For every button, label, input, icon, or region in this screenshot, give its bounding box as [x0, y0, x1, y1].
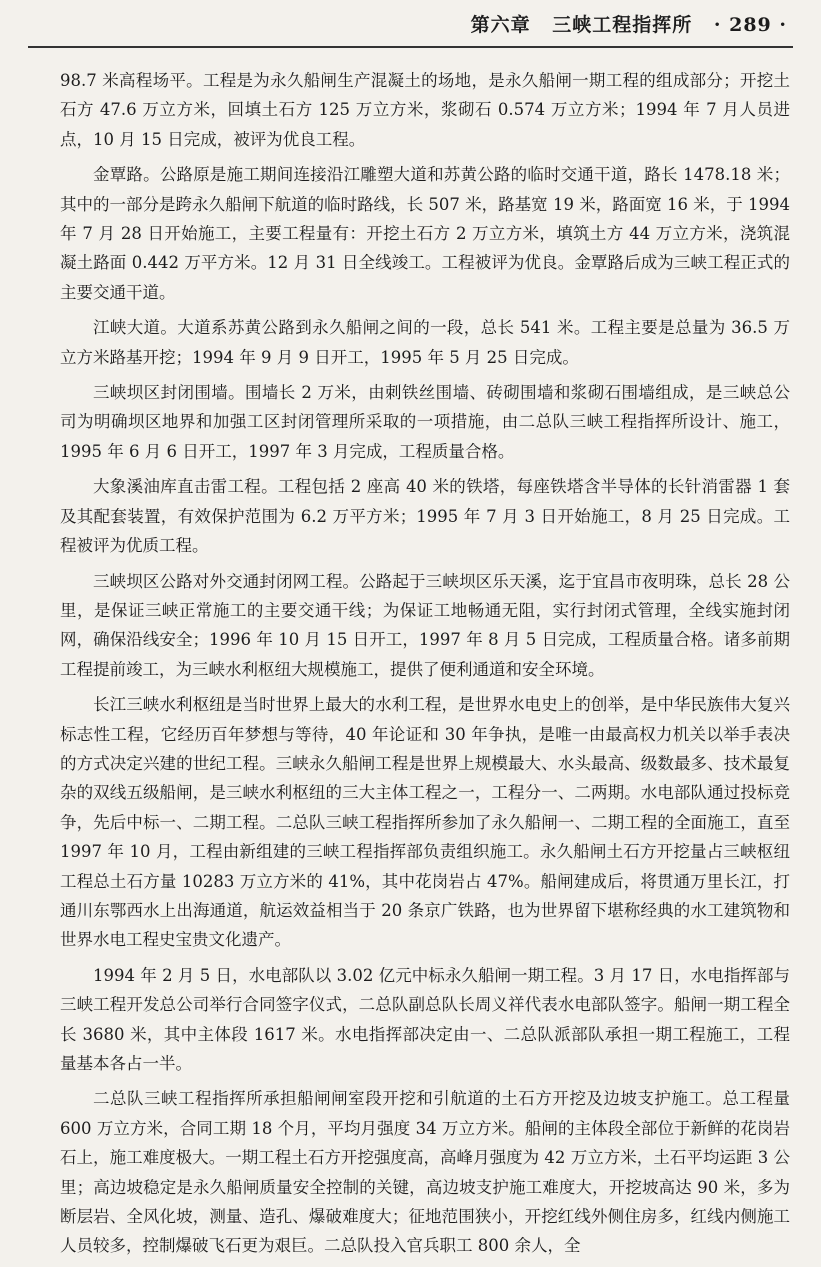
paragraph: 江峡大道。大道系苏黄公路到永久船闸之间的一段，总长 541 米。工程主要是总量为 36.5 万立方米路基开挖；1994 年 9 月 9 日开工，1995 年 5 月 25 日完成。	[60, 318, 790, 367]
paragraph: 金覃路。公路原是施工期间连接沿江雕塑大道和苏黄公路的临时交通干道，路长 1478.18 米；其中的一部分是跨永久船闸下航道的临时路线，长 507 米，路基宽 19 米，路面宽 16 米，于 1994 年 7 月 28 日开始施工，主要工程量有：开挖土石方 2 万立方米，填筑土方 44 万立方米，浇筑混凝土路面 0.442 万平方米。12 月 31 日全线竣工。工程被评为优良。金覃路后成为三峡工程正式的主要交通干道。	[60, 165, 790, 302]
paragraph: 1994 年 2 月 5 日，水电部队以 3.02 亿元中标永久船闸一期工程。3 月 17 日，水电指挥部与三峡工程开发总公司举行合同签字仪式，二总队副总队长周义祥代表水电部队签字。船闸一期工程全长 3680 米，其中主体段 1617 米。水电指挥部决定由一、二总队派部队承担一期工程施工，工程量基本各占一半。	[60, 965, 790, 1073]
paragraph: 二总队三峡工程指挥所承担船闸闸室段开挖和引航道的土石方开挖及边坡支护施工。总工程量 600 万立方米，合同工期 18 个月，平均月强度 34 万立方米。船闸的主体段全部位于新鲜的花岗岩石上，施工难度极大。一期工程土石方开挖强度高，高峰月强度为 42 万立方米，土石平均运距 3 公里；高边坡稳定是永久船闸质量安全控制的关键，高边坡支护施工难度大，开挖坡高达 90 米，多为断层岩、全风化坡，测量、造孔、爆破难度大；征地范围狭小，开挖红线外侧住房多，红线内侧施工人员较多，控制爆破飞石更为艰巨。二总队投入官兵职工 800 余人，全	[60, 1089, 790, 1256]
paragraph: 98.7 米高程场平。工程是为永久船闸生产混凝土的场地，是永久船闸一期工程的组成部分；开挖土石方 47.6 万立方米，回填土石方 125 万立方米，浆砌石 0.574 万立方米；1994 年 7 月人员进点，10 月 15 日完成，被评为优良工程。	[60, 71, 790, 149]
chapter-title: 三峡工程指挥所	[552, 14, 693, 36]
header-divider	[28, 46, 793, 48]
chapter-label: 第六章	[470, 14, 531, 36]
paragraph: 三峡坝区公路对外交通封闭网工程。公路起于三峡坝区乐天溪，迄于宜昌市夜明珠，总长 28 公里，是保证三峡正常施工的主要交通干线；为保证工地畅通无阻，实行封闭式管理，全线实施封闭网，确保沿线安全；1996 年 10 月 15 日开工，1997 年 8 月 5 日完成，工程质量合格。诸多前期工程提前竣工，为三峡水利枢纽大规模施工，提供了便利通道和安全环境。	[60, 571, 790, 679]
paragraph: 长江三峡水利枢纽是当时世界上最大的水利工程，是世界水电史上的创举，是中华民族伟大复兴标志性工程，它经历百年梦想与等待，40 年论证和 30 年争执，是唯一由最高权力机关以举手表决的方式决定兴建的世纪工程。三峡永久船闸工程是世界上规模最大、水头最高、级数最多、技术最复杂的双线五级船闸，是三峡水利枢纽的三大主体工程之一，工程分一、二两期。水电部队通过投标竞争，先后中标一、二期工程。二总队三峡工程指挥所参加了永久船闸一、二期工程的全面施工，直至 1997 年 10 月，工程由新组建的三峡工程指挥部负责组织施工。永久船闸土石方开挖量占三峡枢纽工程总土石方量 10283 万立方米的 41%，其中花岗岩占 47%。船闸建成后，将贯通万里长江，打通川东鄂西水上出海通道，航运效益相当于 20 条京广铁路，也为世界留下堪称经典的水工建筑物和世界水电工程史宝贵文化遗产。	[60, 695, 790, 950]
paragraph: 大象溪油库直击雷工程。工程包括 2 座高 40 米的铁塔，每座铁塔含半导体的长针消雷器 1 套及其配套装置，有效保护范围为 6.2 万平方米；1995 年 7 月 3 日开始施工，8 月 25 日完成。工程被评为优质工程。	[60, 477, 790, 556]
running-header	[0, 0, 821, 44]
header-text	[457, 10, 787, 37]
page-number: · 289 ·	[713, 14, 787, 36]
paragraph: 三峡坝区封闭围墙。围墙长 2 万米，由刺铁丝围墙、砖砌围墙和浆砌石围墙组成，是三峡总公司为明确坝区地界和加强工区封闭管理所采取的一项措施，由二总队三峡工程指挥所设计、施工，1995 年 6 月 6 日开工，1997 年 3 月完成，工程质量合格。	[60, 383, 790, 461]
body-text	[60, 66, 790, 1267]
